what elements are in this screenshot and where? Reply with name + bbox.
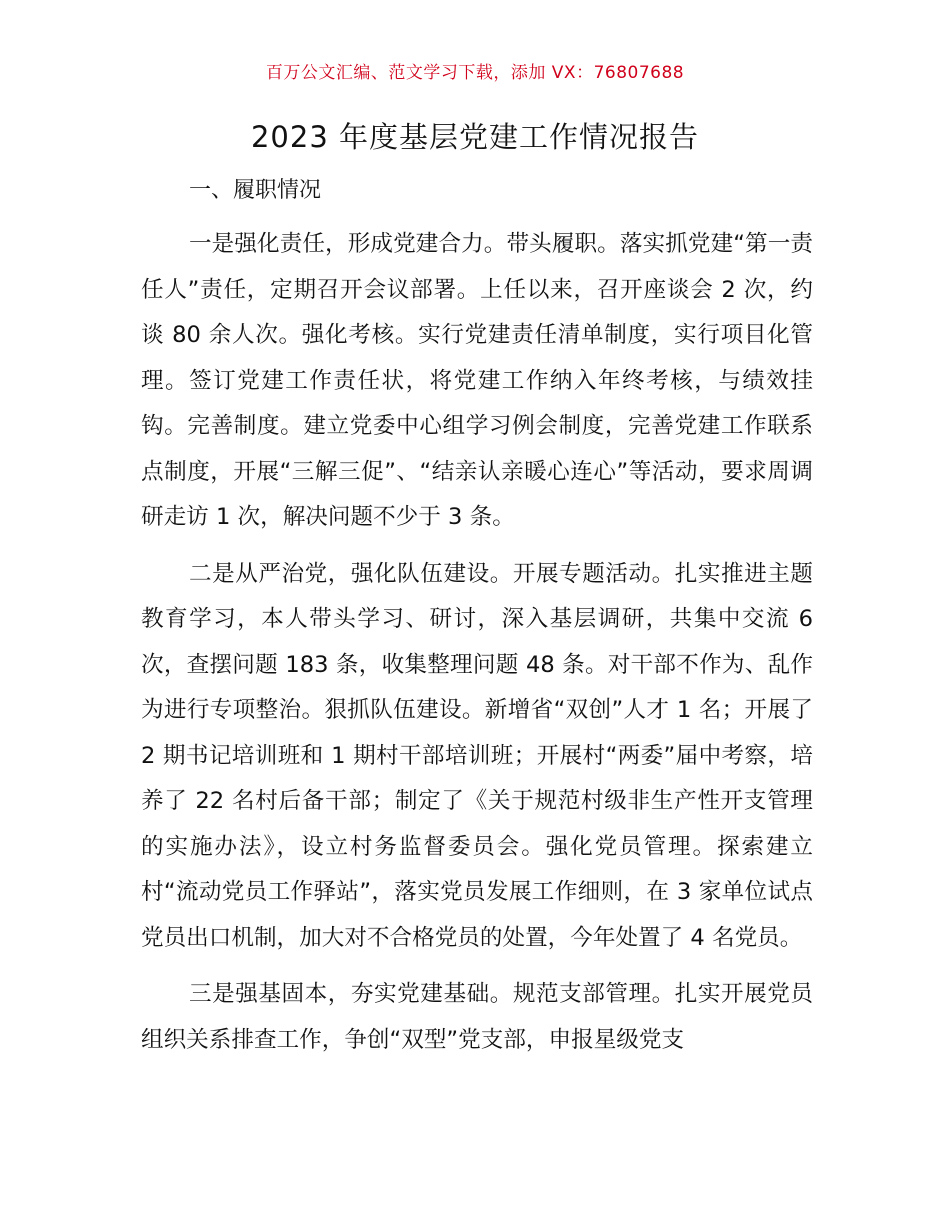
document-body	[141, 170, 813, 1063]
section-heading: 一、履职情况	[189, 178, 322, 203]
page-title: 2023 年度基层党建工作情况报告	[250, 120, 700, 154]
paragraph-foundation: 三是强基固本，夯实党建基础。规范支部管理。扎实开展党员组织关系排查工作，争创“双型”党支部，申报星级党支	[141, 981, 813, 1053]
paragraph-responsibility: 一是强化责任，形成党建合力。带头履职。落实抓党建“第一责任人”责任，定期召开会议部署。上任以来，召开座谈会 2 次，约谈 80 余人次。强化考核。实行党建责任清单制度，实行项目化管理。签订党建工作责任状，将党建工作纳入年终考核，与绩效挂钩。完善制度。建立党委中心组学习例会制度，完善党建工作联系点制度，开展“三解三促”、“结亲认亲暖心连心”等活动，要求周调研走访 1 次，解决问题不少于 3 条。	[141, 231, 813, 530]
download-notice: 百万公文汇编、范文学习下载，添加 VX：76807688	[265, 63, 685, 83]
paragraph-party-discipline: 二是从严治党，强化队伍建设。开展专题活动。扎实推进主题教育学习，本人带头学习、研讨，深入基层调研，共集中交流 6 次，查摆问题 183 条，收集整理问题 48 条。对干部不作为、乱作为进行专项整治。狠抓队伍建设。新增省“双创”人才 1 名；开展了 2 期书记培训班和 1 期村干部培训班；开展村“两委”届中考察，培养了 22 名村后备干部；制定了《关于规范村级非生产性开支管理的实施办法》，设立村务监督委员会。强化党员管理。探索建立村“流动党员工作驿站”，落实党员发展工作细则，在 3 家单位试点党员出口机制，加大对不合格党员的处置，今年处置了 4 名党员。	[141, 560, 813, 951]
